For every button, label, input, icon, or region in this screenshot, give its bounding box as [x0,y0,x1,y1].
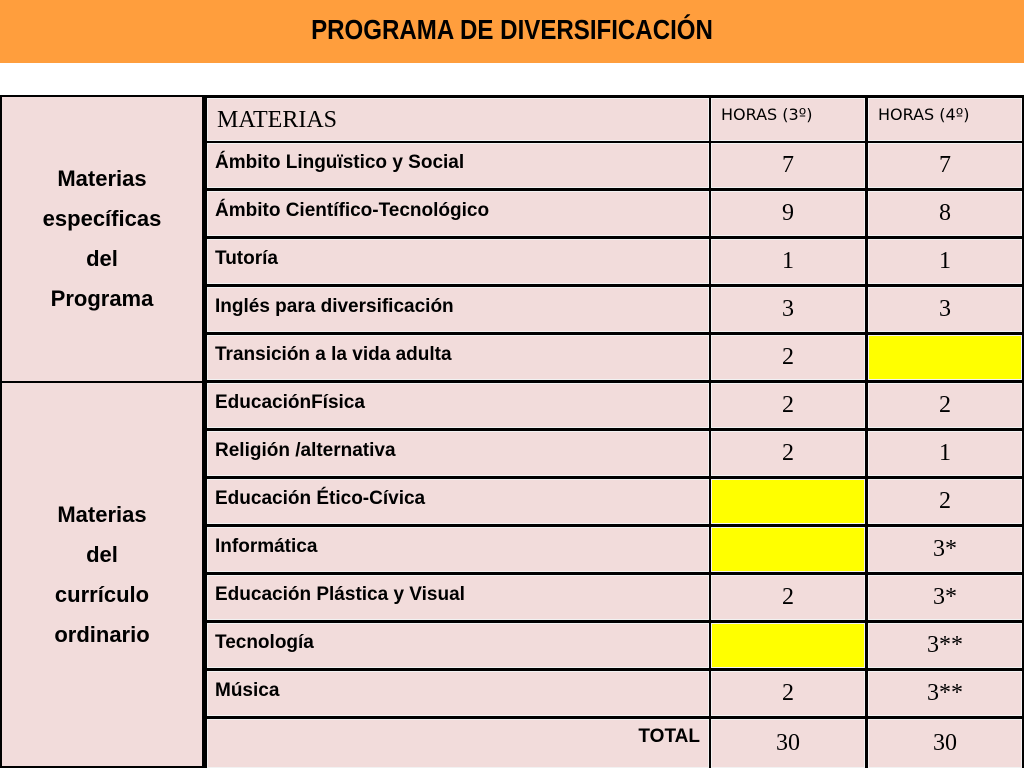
subject-name: Educación Plástica y Visual [207,575,709,620]
subject-name: Educación Ético-Cívica [207,479,709,524]
hours-3-value: 7 [711,143,865,188]
hours-3-value: 2 [711,575,865,620]
title-banner [0,0,1024,63]
subject-name: EducaciónFísica [207,383,709,428]
group-specific-subjects [0,95,204,383]
hours-3-value: 1 [711,239,865,284]
group-specific-line: del [86,246,118,271]
total-hours-4: 30 [868,719,1022,768]
page-title: PROGRAMA DE DIVERSIFICACIÓN [311,14,713,45]
subjects-table [204,95,1024,768]
hours-3-value: 2 [711,383,865,428]
subject-name: Tutoría [207,239,709,284]
group-ordinary-line: currículo [54,581,150,607]
header-hours-4: HORAS (4º) [868,98,1022,141]
hours-4-value: 3** [868,623,1022,668]
hours-4-value: 2 [868,479,1022,524]
hours-4-value: 2 [868,383,1022,428]
hours-4-value: 8 [868,191,1022,236]
hours-3-value [711,623,865,668]
hours-4-value: 3* [868,527,1022,572]
subject-name: Inglés para diversificación [207,287,709,332]
hours-4-value: 3* [868,575,1022,620]
subject-name: Ámbito Linguïstico y Social [207,143,709,188]
group-ordinary-curriculum [0,383,204,768]
hours-4-value: 3** [868,671,1022,716]
hours-3-value [711,479,865,524]
hours-4-value: 3 [868,287,1022,332]
group-ordinary-line: Materias [57,501,147,527]
total-label: TOTAL [207,719,709,768]
hours-3-value: 2 [711,671,865,716]
hours-3-value [711,527,865,572]
group-specific-line: Programa [50,286,154,311]
hours-4-value: 1 [868,431,1022,476]
hours-4-value: 7 [868,143,1022,188]
group-ordinary-line: ordinario [54,621,150,647]
subject-name: Informática [207,527,709,572]
hours-3-value: 9 [711,191,865,236]
hours-3-value: 2 [711,431,865,476]
hours-4-value [868,335,1022,380]
hours-3-value: 2 [711,335,865,380]
subject-name: Música [207,671,709,716]
header-hours-3: HORAS (3º) [711,98,865,141]
hours-4-value: 1 [868,239,1022,284]
subject-name: Religión /alternativa [207,431,709,476]
header-subjects: MATERIAS [207,98,709,141]
total-hours-3: 30 [711,719,865,768]
subject-name: Tecnología [207,623,709,668]
group-specific-line: Materias [57,166,147,191]
subject-name: Transición a la vida adulta [207,335,709,380]
subject-name: Ámbito Científico-Tecnológico [207,191,709,236]
hours-3-value: 3 [711,287,865,332]
group-specific-line: específicas [42,206,162,231]
group-ordinary-line: del [86,541,118,567]
